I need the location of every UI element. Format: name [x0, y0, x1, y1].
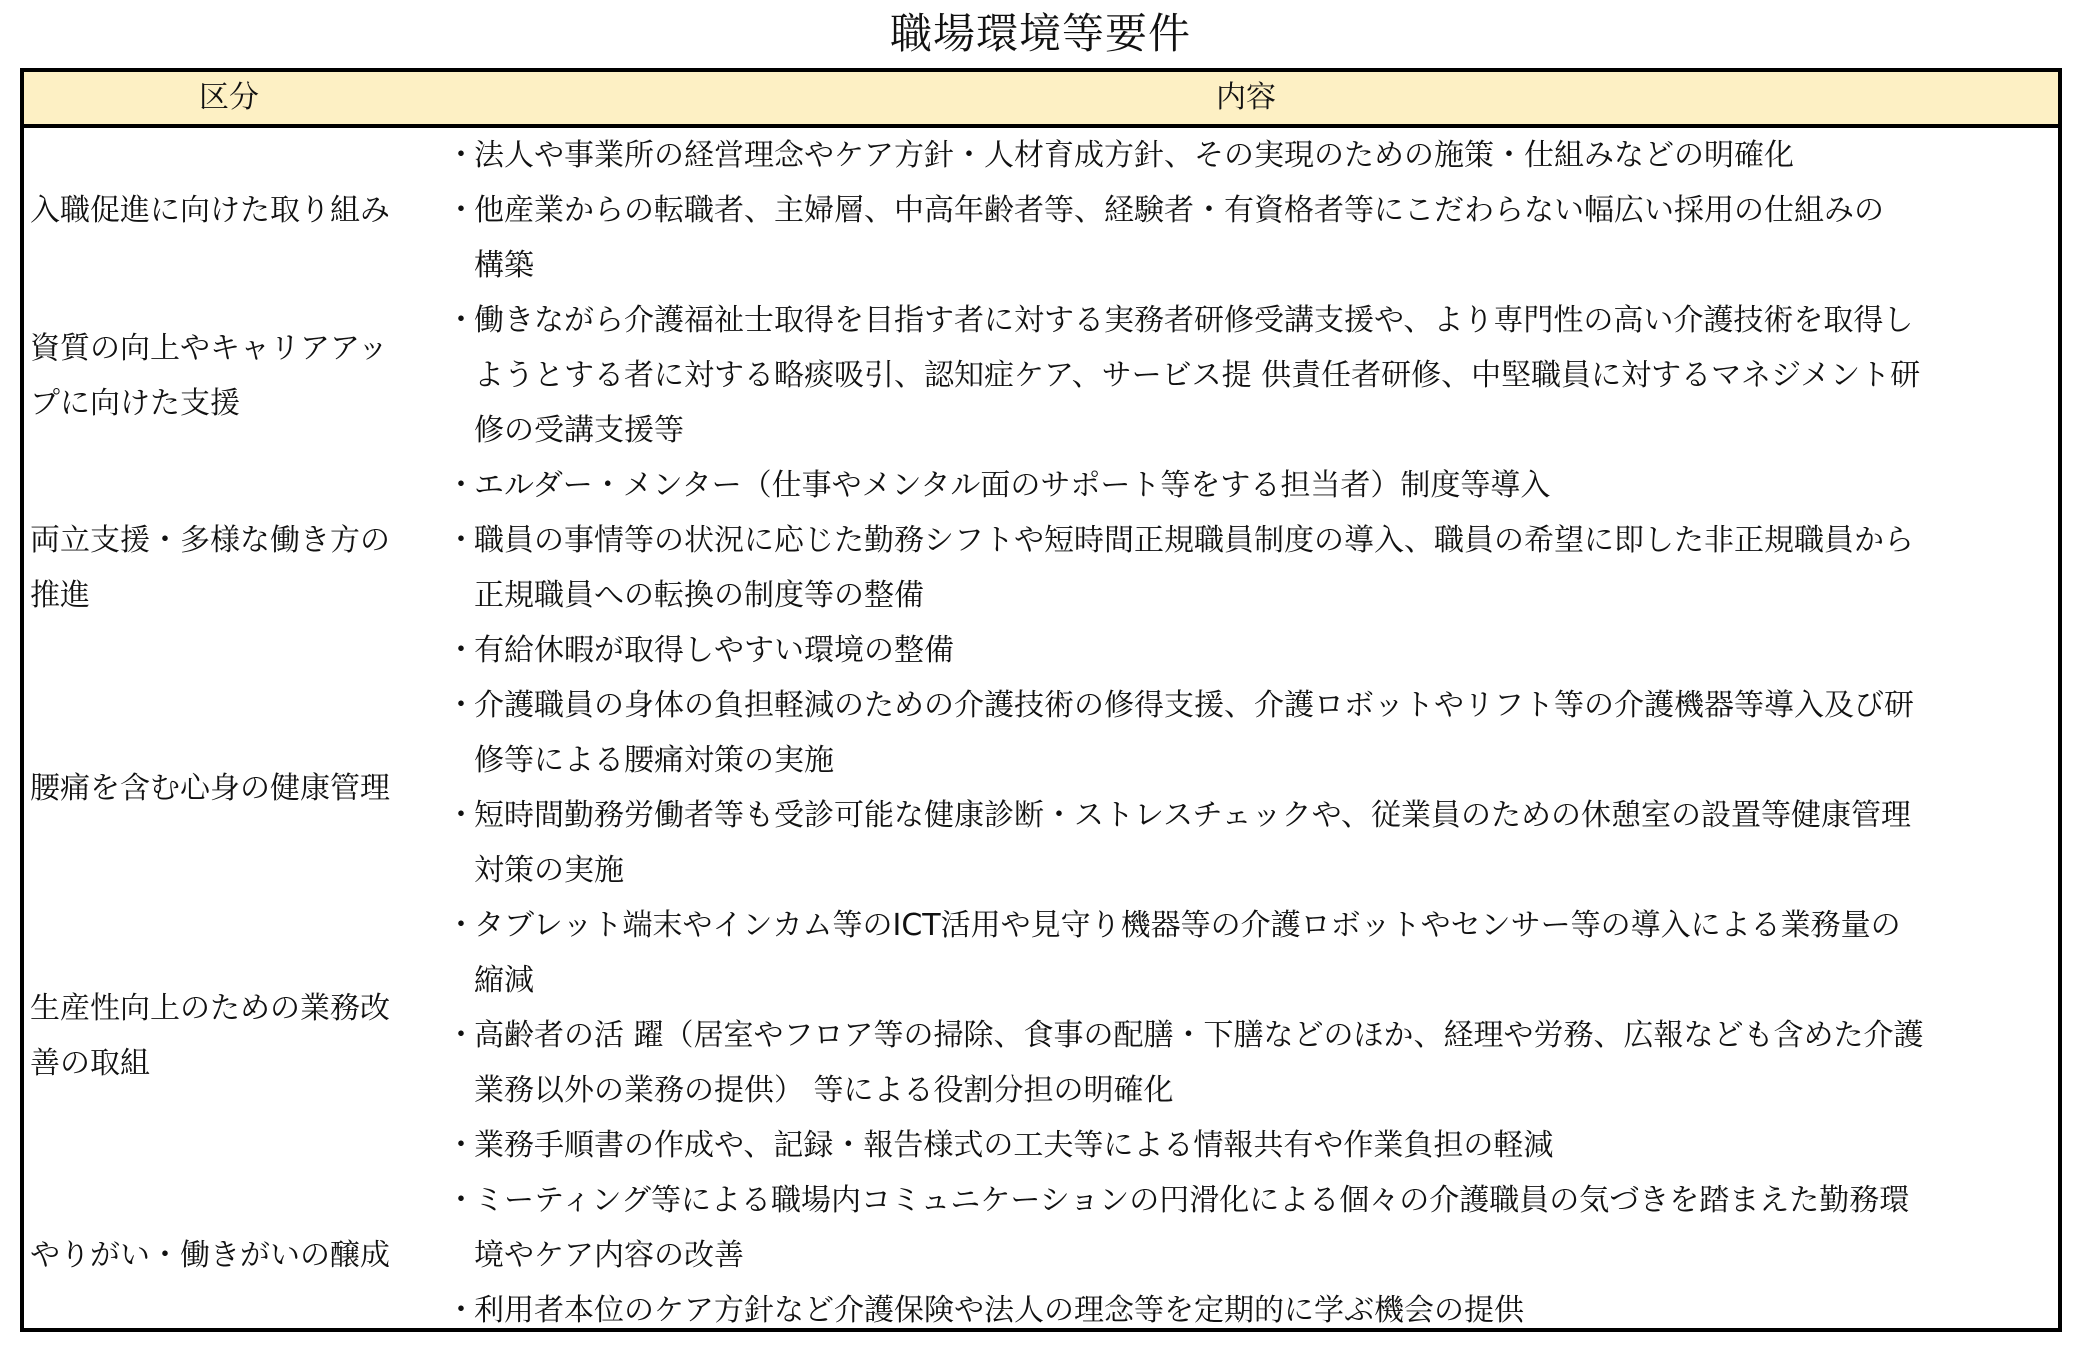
item-line: 対策の実施	[474, 853, 624, 888]
bullet-mark: ・	[446, 523, 476, 558]
item-line: 他産業からの転職者、主婦層、中高年齢者等、経験者・有資格者等にこだわらない幅広い採用の仕組みの	[474, 193, 1884, 228]
bullet-mark: ・	[446, 138, 476, 173]
bullet-mark: ・	[446, 1128, 476, 1163]
row-category: 資質の向上やキャリアアッ プに向けた支援	[30, 330, 388, 421]
item-line: 働きながら介護福祉士取得を目指す者に対する実務者研修受講支援や、より専門性の高い介護技術を取得し	[474, 303, 1914, 338]
row-category: 両立支援・多様な働き方の 推進	[30, 523, 390, 613]
header-category: 区分	[199, 80, 259, 115]
row-category: やりがい・働きがいの醸成	[30, 1238, 390, 1273]
bullet-mark: ・	[446, 798, 476, 833]
item-line: エルダー・メンター（仕事やメンタル面のサポート等をする担当者）制度等導入	[474, 468, 1551, 503]
item-line: 法人や事業所の経営理念やケア方針・人材育成方針、その実現のための施策・仕組みなどの明確化	[474, 138, 1794, 173]
bullet-mark: ・	[446, 193, 476, 228]
item-line: 利用者本位のケア方針など介護保険や法人の理念等を定期的に学ぶ機会の提供	[474, 1293, 1524, 1328]
bullet-mark: ・	[446, 1018, 476, 1053]
item-line: 職員の事情等の状況に応じた勤務シフトや短時間正規職員制度の導入、職員の希望に即した非正規職員から	[474, 523, 1914, 558]
page-title: 職場環境等要件	[889, 9, 1191, 58]
item-line: 有給休暇が取得しやすい環境の整備	[474, 633, 954, 668]
row-category: 入職促進に向けた取り組み	[30, 193, 390, 228]
requirements-table	[20, 68, 2062, 1332]
bullet-mark: ・	[446, 303, 476, 338]
bullet-mark: ・	[446, 688, 476, 723]
table-header-row	[24, 72, 2058, 128]
table-row	[24, 293, 2058, 458]
row-category: 腰痛を含む心身の健康管理	[30, 770, 390, 806]
item-line: 境やケア内容の改善	[474, 1238, 744, 1273]
item-line: 縮減	[474, 963, 534, 998]
item-line: 短時間勤務労働者等も受診可能な健康診断・ストレスチェックや、従業員のための休憩室の設置等健康管理	[474, 798, 1911, 833]
item-line: タブレット端末やインカム等のICT活用や見守り機器等の介護ロボットやセンサー等の導入による業務量の	[474, 908, 1901, 943]
row-category: 生産性向上のための業務改 善の取組	[30, 990, 390, 1081]
item-line: ようとする者に対する略痰吸引、認知症ケア、サービス提 供責任者研修、中堅職員に対するマネジメント研	[474, 358, 1921, 393]
item-line: ミーティング等による職場内コミュニケーションの円滑化による個々の介護職員の気づきを踏まえた勤務環	[474, 1183, 1910, 1218]
bullet-mark: ・	[446, 468, 476, 503]
table-row	[24, 1173, 2058, 1338]
item-line: 高齢者の活 躍（居室やフロア等の掃除、食事の配膳・下膳などのほか、経理や労務、広報なども含めた介護	[474, 1018, 1924, 1053]
bullet-mark: ・	[446, 1183, 476, 1218]
item-line: 構築	[474, 248, 534, 283]
table-row	[24, 128, 2058, 293]
item-line: 業務手順書の作成や、記録・報告様式の工夫等による情報共有や作業負担の軽減	[474, 1128, 1554, 1163]
item-line: 業務以外の業務の提供） 等による役割分担の明確化	[474, 1073, 1174, 1108]
bullet-mark: ・	[446, 633, 476, 668]
item-line: 介護職員の身体の負担軽減のための介護技術の修得支援、介護ロボットやリフト等の介護機器等導入及び研	[474, 688, 1914, 723]
table-row	[24, 898, 2058, 1173]
item-line: 修の受講支援等	[474, 413, 684, 448]
bullet-mark: ・	[446, 908, 476, 943]
header-content: 内容	[1216, 80, 1276, 115]
item-line: 修等による腰痛対策の実施	[474, 743, 834, 778]
item-line: 正規職員への転換の制度等の整備	[474, 578, 924, 613]
table-row	[24, 678, 2058, 898]
bullet-mark: ・	[446, 1293, 476, 1328]
table-row	[24, 458, 2058, 678]
